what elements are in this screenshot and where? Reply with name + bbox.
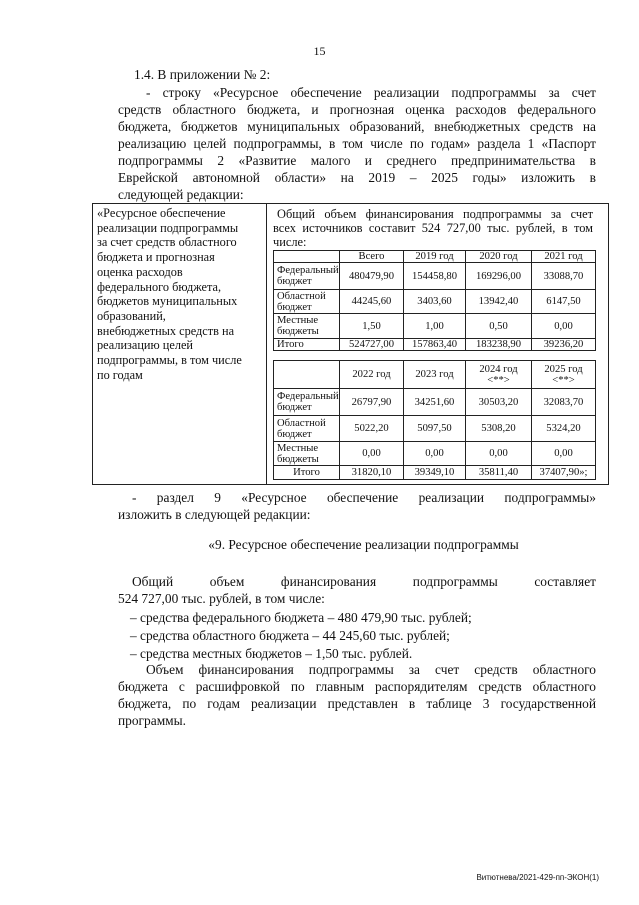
financing-table-2022-2025 [273,360,596,480]
final-paragraph [118,661,596,729]
table-cell: 5022,20 [340,416,404,442]
text-line: 524 727,00 тыс. рублей, в том числе: [118,591,325,606]
table-row [274,290,596,314]
column-header: 2024 год <**> [466,361,532,389]
item-heading: 1.4. В приложении № 2: [134,67,271,82]
table-cell: 6147,50 [532,290,596,314]
table-cell: 44245,60 [340,290,404,314]
amendment-paragraph-1 [118,84,596,203]
table-row [274,314,596,339]
section-9-heading: «9. Ресурсное обеспечение реализации подпрограммы [208,537,519,552]
column-header [274,361,340,389]
passport-left-cell [93,204,267,484]
text-line: Еврейской автономной области» на 2019 – 2025 годы» изложить в [118,170,596,185]
row-label: Федеральный бюджет [274,389,340,416]
funding-source-item: – средства федерального бюджета – 480 479,90 тыс. рублей; [130,610,472,625]
table-row [274,442,596,466]
table-cell: 524727,00 [340,339,404,351]
table-row [274,263,596,290]
table-cell: 1,50 [340,314,404,339]
table-cell: 39349,10 [404,466,466,480]
row-label: Итого [274,466,340,480]
text-line: изложить в следующей редакции: [118,507,311,522]
row-label: Местные бюджеты [274,314,340,339]
table-cell: 37407,90»; [532,466,596,480]
text-line: бюджета, по годам реализации представлен в таблице 3 государственной [118,696,596,711]
table-row [274,339,596,351]
table-cell: 0,00 [404,442,466,466]
column-header: 2021 год [532,251,596,263]
page-number: 15 [313,44,326,58]
funding-source-item: – средства областного бюджета – 44 245,60 тыс. рублей; [130,628,450,643]
row-label: Областной бюджет [274,416,340,442]
text-line: программы. [118,713,186,728]
total-financing-paragraph [118,573,596,607]
text-line: бюджета, бюджетов муниципальных образований, внебюджетных средств на [118,119,596,134]
text-line: бюджета с расшифровкой по главным распорядителям средств областного [118,679,596,694]
table-cell: 5097,50 [404,416,466,442]
intro-line: Общий объем финансирования подпрограммы за счет [277,207,593,221]
table-header-row [274,361,596,389]
table-cell: 480479,90 [340,263,404,290]
table-cell: 13942,40 [466,290,532,314]
table-cell: 0,00 [532,314,596,339]
text-line: реализацию целей подпрограммы, в том числе по годам» раздела 1 «Паспорт [118,136,596,151]
passport-left-line: бюджетов муниципальных [97,294,238,309]
column-header: 2022 год [340,361,404,389]
table-header-row [274,251,596,263]
row-label: Итого [274,339,340,351]
passport-left-line: подпрограммы, в том числе [97,353,242,368]
table-cell: 35811,40 [466,466,532,480]
passport-left-line: реализации подпрограммы [97,220,239,235]
text-line: следующей редакции: [118,187,244,202]
document-code: Витютнева/2021-429-пп-ЭКОН(1) [476,873,599,882]
column-header: 2020 год [466,251,532,263]
column-header: 2025 год <**> [532,361,596,389]
table-cell: 0,00 [532,442,596,466]
intro-line: числе: [273,235,307,249]
passport-left-line: оценка расходов [97,264,183,279]
text-line: - раздел 9 «Ресурсное обеспечение реализации подпрограммы» [132,490,596,505]
passport-right-cell [267,204,608,484]
table-cell: 5324,20 [532,416,596,442]
passport-left-line: по годам [97,367,143,382]
text-line: Объем финансирования подпрограммы за счет средств областного [146,662,596,677]
table-cell: 3403,60 [404,290,466,314]
intro-line: всех источников составит 524 727,00 тыс. рублей, в том [273,221,593,235]
passport-left-line: бюджета и прогнозная [97,250,215,265]
financing-intro [273,207,593,249]
table-cell: 1,00 [404,314,466,339]
table-cell: 0,50 [466,314,532,339]
table-cell: 33088,70 [532,263,596,290]
table-row [274,416,596,442]
text-line: средств областного бюджета, и прогнозная оценка расходов федерального [118,102,596,117]
table-cell: 0,00 [466,442,532,466]
table-cell: 183238,90 [466,339,532,351]
column-header: 2023 год [404,361,466,389]
passport-left-line: образований, [97,308,166,323]
table-cell: 34251,60 [404,389,466,416]
amendment-paragraph-2 [118,489,596,523]
table-cell: 26797,90 [340,389,404,416]
table-cell: 0,00 [340,442,404,466]
passport-left-line: федерального бюджета, [97,279,222,294]
text-line: Общий объем финансирования подпрограммы составляет [132,574,596,589]
row-label: Областной бюджет [274,290,340,314]
column-header: 2019 год [404,251,466,263]
table-cell: 169296,00 [466,263,532,290]
table-cell: 154458,80 [404,263,466,290]
table-cell: 39236,20 [532,339,596,351]
passport-table [92,203,609,485]
table-row [274,389,596,416]
table-cell: 31820,10 [340,466,404,480]
column-header: Всего [340,251,404,263]
passport-left-line: за счет средств областного [97,235,237,250]
column-header [274,251,340,263]
row-label: Федеральный бюджет [274,263,340,290]
table-cell: 32083,70 [532,389,596,416]
table-cell: 157863,40 [404,339,466,351]
text-line: - строку «Ресурсное обеспечение реализации подпрограммы за счет [146,85,596,100]
text-line: подпрограммы 2 «Развитие малого и среднего предпринимательства в [118,153,596,168]
table-row [274,466,596,480]
table-cell: 5308,20 [466,416,532,442]
passport-left-line: реализацию целей [97,338,193,353]
funding-source-item: – средства местных бюджетов – 1,50 тыс. рублей. [130,646,413,661]
passport-left-line: внебюджетных средств на [97,323,235,338]
passport-left-line: «Ресурсное обеспечение [97,206,226,220]
financing-table-2019-2021 [273,250,596,351]
table-cell: 30503,20 [466,389,532,416]
row-label: Местные бюджеты [274,442,340,466]
